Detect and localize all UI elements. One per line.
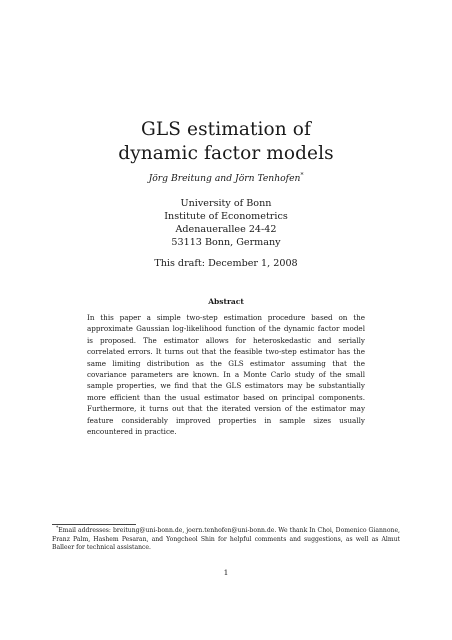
affiliation-institute: Institute of Econometrics (164, 211, 288, 222)
paper-title (0, 118, 452, 166)
footnote-rule (52, 524, 136, 525)
draft-date: This draft: December 1, 2008 (154, 258, 298, 269)
abstract-heading: Abstract (208, 297, 244, 306)
author-footnote-marker: * (300, 171, 304, 179)
affiliation-block (0, 197, 452, 249)
affiliation-street: Adenauerallee 24-42 (175, 224, 277, 235)
abstract-text: In this paper a simple two-step estimation procedure based on the approximate Gaussian log-likelihood function of the dynamic factor model is proposed. The estimator allows for heteroskedastic and serially correlated errors. It turns out that the feasible two-step estimator has the same limiting distribution as the GLS estimator assuming that the covariance parameters are known. In a Monte Carlo study of the small sample properties, we find that the GLS estimators may be substantially more efficient than the usual estimator based on principal components. Furthermore, it turns out that the iterated version of the estimator may feature considerably improved properties in sample sizes usually encountered in practice. (87, 313, 365, 437)
affiliation-university: University of Bonn (180, 198, 272, 209)
affiliation-city: 53113 Bonn, Germany (171, 237, 281, 248)
footnote (52, 527, 400, 553)
author-line (0, 173, 452, 185)
page-number: 1 (223, 568, 229, 577)
title-line-2: dynamic factor models (118, 143, 334, 164)
title-line-1: GLS estimation of (141, 119, 311, 140)
footnote-marker: * (56, 525, 59, 531)
footnote-text: Email addresses: breitung@uni-bonn.de, joern.tenhofen@uni-bonn.de. We thank In Choi, Domenico Giannone, Franz Palm, Hashem Pesaran, and Yongcheol Shin for helpful comments and suggestions, as well as Almut Balleer for technical assistance. (52, 527, 400, 552)
author-names: Jörg Breitung and Jörn Tenhofen (148, 173, 301, 184)
